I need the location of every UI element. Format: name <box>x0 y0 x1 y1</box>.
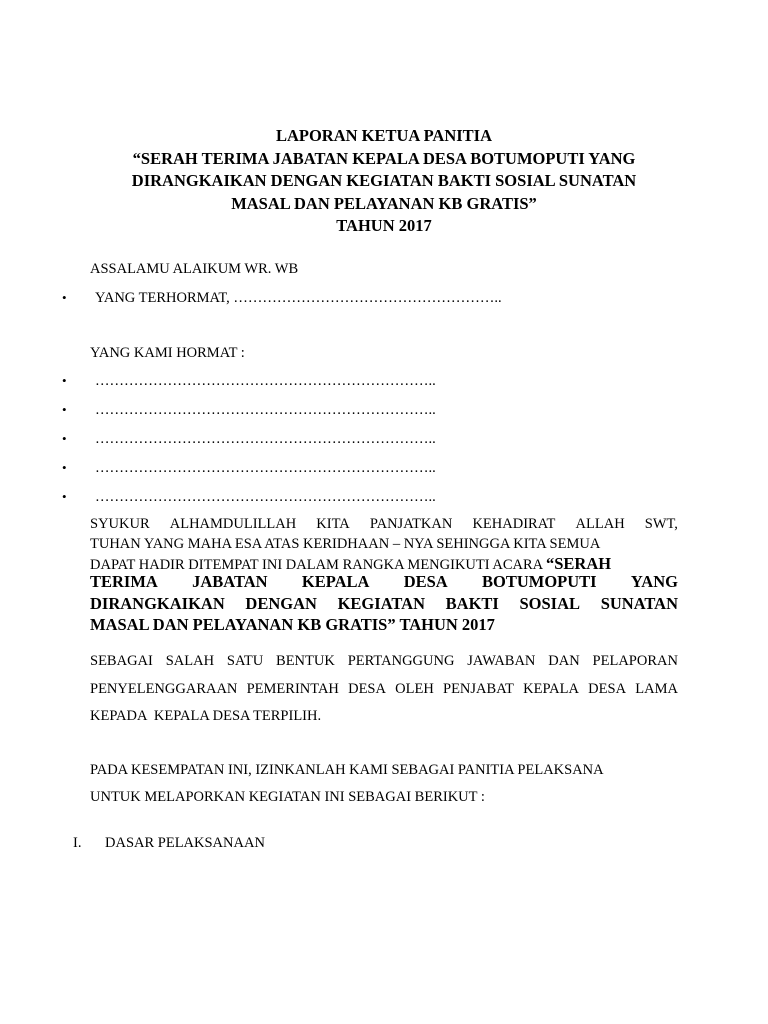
word: ALHAMDULILLAH <box>169 516 297 532</box>
word: DIRANGKAIKAN <box>90 594 225 613</box>
word: SYUKUR <box>90 516 150 532</box>
word: KEPALA <box>301 572 370 591</box>
paragraph-2-line-2 <box>90 679 678 700</box>
paragraph-1-line-1 <box>90 514 678 535</box>
honored-heading: YANG KAMI HORMAT : <box>90 345 245 361</box>
word: KEHADIRAT <box>472 516 556 532</box>
greeting: ASSALAMU ALAIKUM WR. WB <box>90 261 299 277</box>
word: KEPALA <box>523 681 579 697</box>
word: KITA <box>316 516 350 532</box>
word: PANJATKAN <box>369 516 453 532</box>
honored-list-item: …………………………………………………………….. <box>95 489 436 505</box>
word: SEBAGAI <box>90 653 153 669</box>
title-line-2: “SERAH TERIMA JABATAN KEPALA DESA BOTUMOPUTI YANG <box>132 148 636 168</box>
honored-list-item: …………………………………………………………….. <box>95 460 436 476</box>
honored-list-item: …………………………………………………………….. <box>95 431 436 447</box>
text-regular: DAPAT HADIR DITEMPAT INI DALAM RANGKA MENGIKUTI ACARA <box>90 557 546 573</box>
word: PENYELENGGARAAN <box>90 681 238 697</box>
word: BENTUK <box>276 653 335 669</box>
bullet-icon: • <box>62 431 67 446</box>
word: BAKTI <box>445 594 499 613</box>
title-line-1: LAPORAN KETUA PANITIA <box>275 126 493 145</box>
word: DENGAN <box>245 594 317 613</box>
word: PELAPORAN <box>592 653 678 669</box>
word: LAMA <box>635 681 678 697</box>
title-line-3: DIRANGKAIKAN DENGAN KEGIATAN BAKTI SOSIAL SUNATAN <box>131 171 637 190</box>
bullet-icon: • <box>62 373 67 388</box>
title-line-5: TAHUN 2017 <box>336 216 432 235</box>
word: DAN <box>548 653 580 669</box>
paragraph-1-line-4 <box>90 571 678 592</box>
bullet-icon: • <box>62 402 67 417</box>
word: KEGIATAN <box>337 594 425 613</box>
paragraph-1-line-5 <box>90 593 678 614</box>
paragraph-1-line-6: MASAL DAN PELAYANAN KB GRATIS” TAHUN 2017 <box>90 615 495 634</box>
bullet-icon: • <box>62 290 67 305</box>
word: DESA <box>348 681 386 697</box>
word: JABATAN <box>192 572 268 591</box>
title-line-4: MASAL DAN PELAYANAN KB GRATIS” <box>231 193 537 213</box>
bullet-icon: • <box>62 460 67 475</box>
paragraph-3-line-1: PADA KESEMPATAN INI, IZINKANLAH KAMI SEBAGAI PANITIA PELAKSANA <box>90 762 604 778</box>
word: DESA <box>403 572 448 591</box>
paragraph-3-line-2: UNTUK MELAPORKAN KEGIATAN INI SEBAGAI BERIKUT : <box>90 789 485 805</box>
word: BOTUMOPUTI <box>482 572 597 591</box>
word: YANG <box>630 572 678 591</box>
paragraph-1-line-2: TUHAN YANG MAHA ESA ATAS KERIDHAAN – NYA SEHINGGA KITA SEMUA <box>90 536 601 552</box>
word: SUNATAN <box>600 594 678 613</box>
word: ALLAH <box>575 516 625 532</box>
honored-list-item: …………………………………………………………….. <box>95 402 436 418</box>
text-bold: “SERAH <box>545 554 612 573</box>
paragraph-2-line-1 <box>90 651 678 672</box>
word: SALAH <box>165 653 215 669</box>
word: TERIMA <box>90 572 158 591</box>
word: PEMERINTAH <box>246 681 339 697</box>
honored-recipient: YANG TERHORMAT, ……………………………………………….. <box>95 290 502 306</box>
section-heading: DASAR PELAKSANAAN <box>105 835 265 851</box>
section-number: I. <box>73 835 82 851</box>
word: SOSIAL <box>519 594 581 613</box>
word: SATU <box>226 653 264 669</box>
word: SWT, <box>644 516 678 532</box>
word: DESA <box>588 681 627 697</box>
paragraph-2-line-3: KEPADA KEPALA DESA TERPILIH. <box>90 708 322 724</box>
word: JAWABAN <box>467 653 536 669</box>
honored-list-item: …………………………………………………………….. <box>95 373 436 389</box>
word: OLEH <box>395 681 434 697</box>
document-title <box>60 125 708 238</box>
word: PENJABAT <box>443 681 514 697</box>
bullet-icon: • <box>62 489 67 504</box>
word: PERTANGGUNG <box>347 653 455 669</box>
